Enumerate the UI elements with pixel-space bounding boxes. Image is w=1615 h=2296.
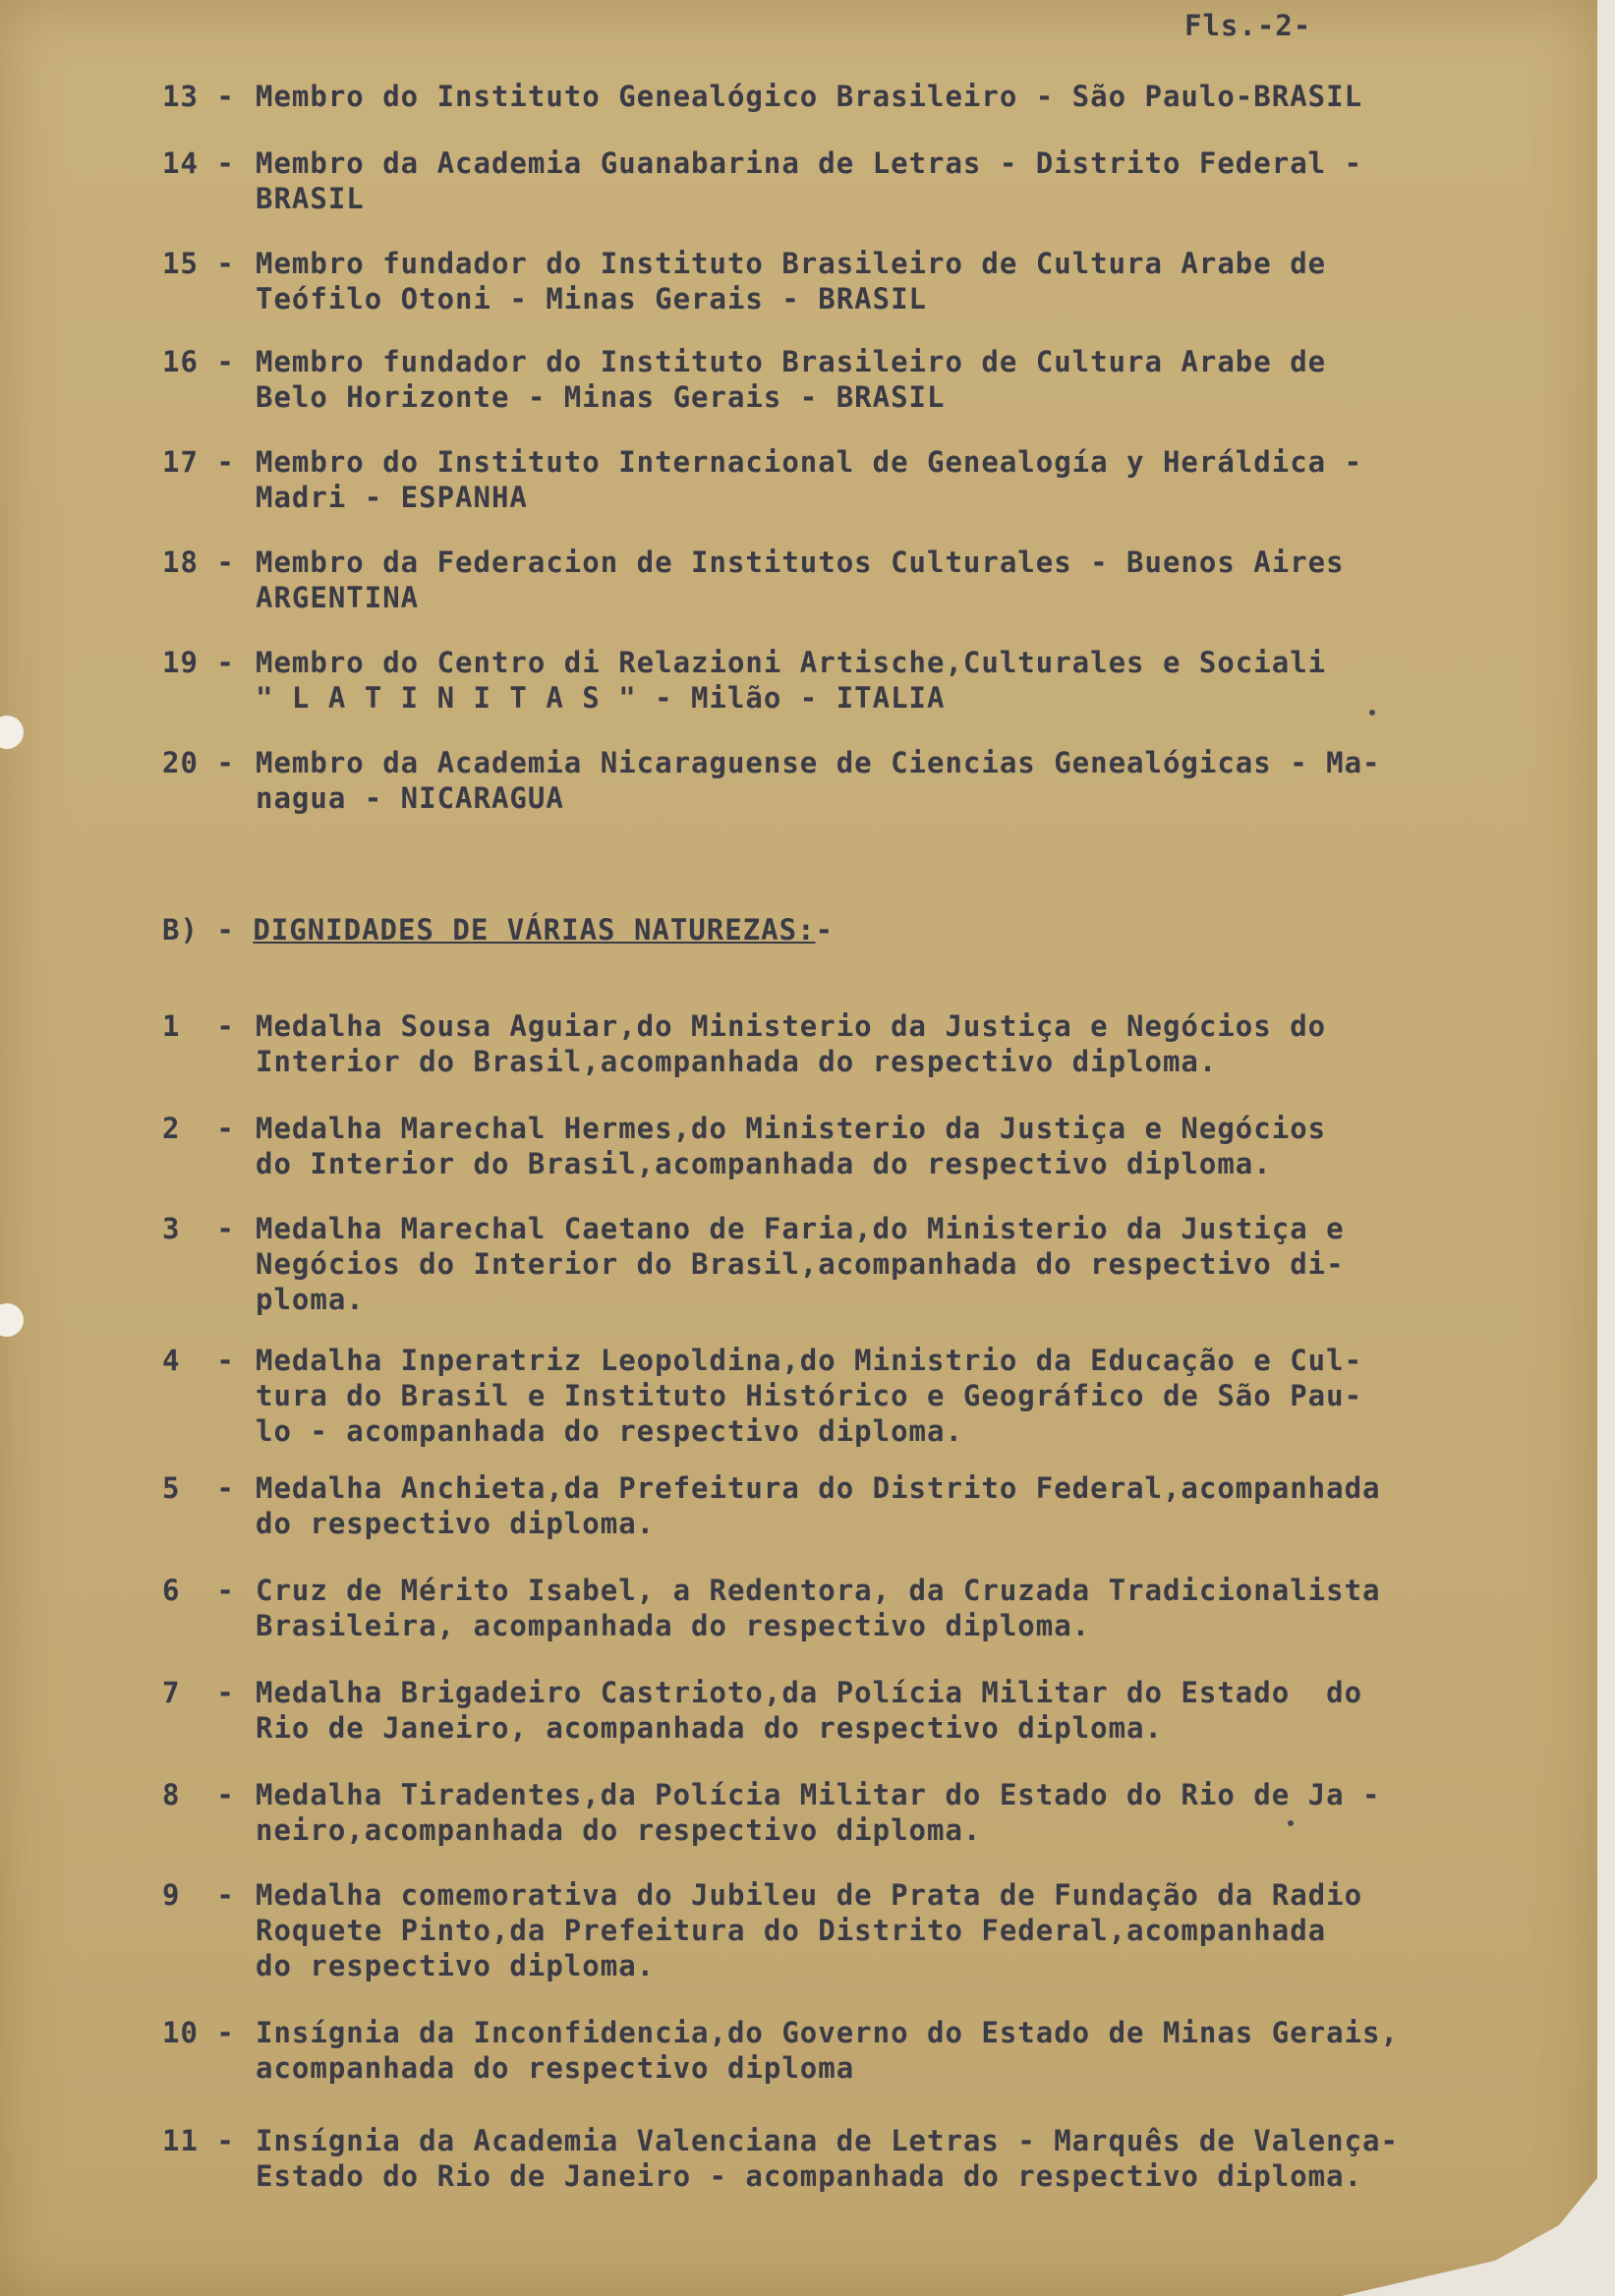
item-text: Insígnia da Inconfidencia,do Governo do Estado de Minas Gerais, xyxy=(256,2016,1399,2049)
item-number: 20 - xyxy=(162,746,235,779)
item-text: Belo Horizonte - Minas Gerais - BRASIL xyxy=(256,380,946,414)
item-number: 18 - xyxy=(162,545,235,579)
list-item xyxy=(162,246,1538,316)
item-number: 6 - xyxy=(162,1574,235,1607)
list-item xyxy=(162,344,1538,415)
item-text: Medalha Inperatriz Leopoldina,do Ministrio da Educação e Cul- xyxy=(256,1344,1363,1377)
list-item xyxy=(162,645,1538,716)
item-text: lo - acompanhada do respectivo diploma. xyxy=(256,1414,963,1448)
item-text: Medalha Sousa Aguiar,do Ministerio da Justiça e Negócios do xyxy=(256,1009,1327,1043)
item-text: Brasileira, acompanhada do respectivo diploma. xyxy=(256,1609,1091,1642)
item-number: 1 - xyxy=(162,1009,235,1043)
list-item xyxy=(162,1008,1538,1079)
item-text: Membro do Centro di Relazioni Artische,Culturales e Sociali xyxy=(256,646,1327,679)
punch-hole xyxy=(0,716,24,749)
list-item xyxy=(162,745,1538,816)
item-text: Membro fundador do Instituto Brasileiro de Cultura Arabe de xyxy=(256,345,1327,378)
item-number: 19 - xyxy=(162,646,235,679)
item-text: Membro do Instituto Internacional de Genealogía y Heráldica - xyxy=(256,445,1363,479)
list-item xyxy=(162,2015,1538,2086)
section-prefix: B) - xyxy=(162,913,254,947)
item-text: " L A T I N I T A S " - Milão - ITALIA xyxy=(256,681,946,715)
item-number: 14 - xyxy=(162,146,235,180)
item-number: 11 - xyxy=(162,2124,235,2157)
section-suffix: - xyxy=(815,913,835,947)
list-item xyxy=(162,444,1538,515)
item-text: Medalha comemorativa do Jubileu de Prata de Fundação da Radio xyxy=(256,1878,1363,1912)
item-number: 3 - xyxy=(162,1212,235,1245)
item-text: do respectivo diploma. xyxy=(256,1949,656,1982)
item-text: BRASIL xyxy=(256,182,365,215)
list-item xyxy=(162,145,1538,216)
item-text: Membro fundador do Instituto Brasileiro de Cultura Arabe de xyxy=(256,247,1327,280)
page-number: Fls.-2- xyxy=(1184,9,1312,42)
list-item xyxy=(162,1111,1538,1181)
list-item xyxy=(162,1470,1538,1541)
item-text: Negócios do Interior do Brasil,acompanhada do respectivo di- xyxy=(256,1247,1345,1281)
list-item xyxy=(162,1211,1538,1317)
item-text: Membro da Academia Guanabarina de Letras - Distrito Federal - xyxy=(256,146,1363,180)
item-number: 15 - xyxy=(162,247,235,280)
section-title: DIGNIDADES DE VÁRIAS NATUREZAS: xyxy=(253,913,816,947)
item-text: Interior do Brasil,acompanhada do respectivo diploma. xyxy=(256,1045,1218,1078)
item-text: Teófilo Otoni - Minas Gerais - BRASIL xyxy=(256,282,928,316)
list-item xyxy=(162,545,1538,615)
item-number: 17 - xyxy=(162,445,235,479)
list-item xyxy=(162,1777,1538,1848)
item-text: do respectivo diploma. xyxy=(256,1507,656,1540)
item-text: Insígnia da Academia Valenciana de Letras - Marquês de Valença- xyxy=(256,2124,1399,2157)
item-text: Membro do Instituto Genealógico Brasileiro - São Paulo-BRASIL xyxy=(256,80,1363,113)
item-number: 8 - xyxy=(162,1778,235,1811)
list-item xyxy=(162,1343,1538,1449)
torn-corner xyxy=(1342,2178,1597,2296)
item-number: 16 - xyxy=(162,345,235,378)
item-number: 13 - xyxy=(162,80,235,113)
item-text: Medalha Marechal Hermes,do Ministerio da Justiça e Negócios xyxy=(256,1112,1327,1145)
section-heading xyxy=(162,912,834,947)
item-number: 2 - xyxy=(162,1112,235,1145)
item-text: Membro da Academia Nicaraguense de Ciencias Genealógicas - Ma- xyxy=(256,746,1381,779)
item-number: 10 - xyxy=(162,2016,235,2049)
item-text: ARGENTINA xyxy=(256,581,420,614)
item-text: Medalha Marechal Caetano de Faria,do Ministerio da Justiça e xyxy=(256,1212,1345,1245)
list-item xyxy=(162,1877,1538,1983)
item-text: ploma. xyxy=(256,1283,365,1316)
list-item xyxy=(162,1573,1538,1643)
item-text: tura do Brasil e Instituto Histórico e Geográfico de São Pau- xyxy=(256,1379,1363,1412)
item-text: Cruz de Mérito Isabel, a Redentora, da Cruzada Tradicionalista xyxy=(256,1574,1381,1607)
item-text: Membro da Federacion de Institutos Culturales - Buenos Aires xyxy=(256,545,1345,579)
list-item xyxy=(162,2123,1538,2194)
item-text: Medalha Brigadeiro Castrioto,da Polícia Militar do Estado do xyxy=(256,1676,1363,1709)
item-text: do Interior do Brasil,acompanhada do respectivo diploma. xyxy=(256,1147,1272,1180)
item-text: Estado do Rio de Janeiro - acompanhada do respectivo diploma. xyxy=(256,2159,1363,2193)
item-text: Rio de Janeiro, acompanhada do respectivo diploma. xyxy=(256,1711,1163,1745)
item-text: acompanhada do respectivo diploma xyxy=(256,2051,855,2085)
item-text: nagua - NICARAGUA xyxy=(256,781,564,815)
item-number: 9 - xyxy=(162,1878,235,1912)
list-item xyxy=(162,1675,1538,1746)
item-number: 7 - xyxy=(162,1676,235,1709)
item-text: Medalha Anchieta,da Prefeitura do Distrito Federal,acompanhada xyxy=(256,1471,1381,1505)
item-text: neiro,acompanhada do respectivo diploma. xyxy=(256,1813,982,1847)
list-item xyxy=(162,79,1538,114)
item-text: Roquete Pinto,da Prefeitura do Distrito Federal,acompanhada xyxy=(256,1914,1327,1947)
item-text: Medalha Tiradentes,da Polícia Militar do Estado do Rio de Ja - xyxy=(256,1778,1381,1811)
item-number: 4 - xyxy=(162,1344,235,1377)
item-number: 5 - xyxy=(162,1471,235,1505)
punch-hole xyxy=(0,1303,24,1337)
item-text: Madri - ESPANHA xyxy=(256,481,528,514)
